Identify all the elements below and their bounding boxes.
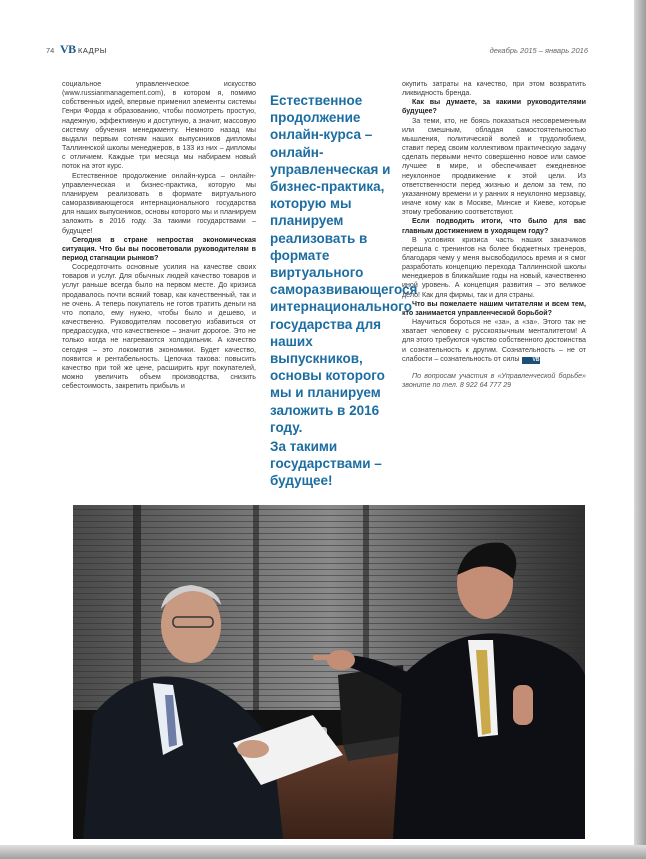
issue-date: декабрь 2015 – январь 2016	[489, 46, 588, 55]
page-number: 74	[46, 46, 55, 55]
contact-note: По вопросам участия в «Управленческой борьбе» звоните по тел. 8 922 64 777 29	[402, 371, 586, 389]
body-paragraph: Научиться бороться не «за», а «за». Этого так не хватает человеку с русскоязычным менталитетом! А для этого требуются чувство собственного достоинства и сознательность к другим. Сознательность – не от слабости – сознательность от силы VB	[402, 318, 586, 363]
interview-question: Сегодня в стране непростая экономическая ситуация. Что бы вы посоветовали руководителям в период стагнации рынков?	[62, 235, 256, 262]
interview-question: Если подводить итоги, что было для вас главным достижением в уходящем году?	[402, 217, 586, 235]
article-column-left	[62, 80, 256, 391]
page-edge	[634, 0, 646, 859]
body-paragraph: Сосредоточить основные усилия на качестве своих товаров и услуг. Для обычных людей качество товаров и услуг раньше всегда было на первом месте. До кризиса продавалось почти всякий товар, как качественный, так и не очень. А теперь покупатель не готов тратить деньги на что попало, ему нужно, чтобы было и дешево, и качественно. Руководителям посоветую избавиться от предрассудка, что качественное – значит дорогое. Это не только когда не нагреваются холодильник. А качество сегодня – это локомотив экономики. Будет качество, появится и рентабельность. Цепочка такова: повысить качество при той же цене, расширить круг покупателей, можно увеличить объем производства, снизить себестоимость, закрепить прибыль и	[62, 263, 256, 391]
article-column-right	[402, 80, 586, 390]
article-photo	[73, 505, 585, 839]
page-edge-bottom	[0, 845, 646, 859]
end-of-article-badge: VB	[522, 357, 541, 364]
section-name: КАДРЫ	[78, 46, 107, 55]
magazine-logo: VB	[60, 42, 76, 56]
interview-question: Что вы пожелаете нашим читателям и всем тем, кто занимается управленческой борьбой?	[402, 299, 586, 317]
interview-question: Как вы думаете, за какими руководителями будущее?	[402, 98, 586, 116]
body-paragraph: окупить затраты на качество, при этом возвратить ликвидность бренда.	[402, 80, 586, 98]
pull-quote-text: Естественное продолжение онлайн-курса – онлайн-управленческая и бизнес-практика, которую мы планируем реализовать в формате виртуального саморазвивающегося интернационального государства для наших выпускников, основы которого мы и планируем заложить в 2016 году.	[270, 93, 418, 435]
pull-quote	[270, 92, 418, 490]
pull-quote-text: За такими государствами – будущее!	[270, 439, 382, 489]
body-paragraph: В условиях кризиса часть наших заказчиков перешла с тренингов на более бюджетных тренеров, благодаря чему у меня высвободилось время и я смог разработать концепцию перехода Таллиннской школы менеджеров в ближайшие годы на новый, качественно иной уровень. А концепция развития – это великое дело! Как для фирмы, так и для страны.	[402, 235, 586, 299]
page-header	[46, 44, 588, 58]
body-paragraph: Естественное продолжение онлайн-курса – онлайн-управленческая и бизнес-практика, которую мы планируем реализовать в формате виртуального саморазвивающегося интернационального государства для наших выпускников, основы которого мы и планируем заложить в 2016 году. За такими государствами – будущее!	[62, 171, 256, 235]
body-paragraph: социальное управленческое искусство (www.russianmanagement.com), в котором я, помимо собственных идей, впервые применил элементы системы Генри Форда к образованию, чтобы посмотреть простую, надежную, эффективную и доступную, а значит, массовую систему обучения менеджменту. Немного назад мы выдали первым сотням наших выпускников дипломы Таллиннской школы менеджеров, в 133 из них – дипломы с отличием. Каждые три месяца мы набираем новый поток на этот курс.	[62, 80, 256, 171]
photo-illustration	[73, 505, 585, 839]
body-paragraph: За теми, кто, не боясь показаться несовременным или смешным, обладая самостоятельностью мышления, политической волей и трудолюбием, ставит перед своим коллективом практическую задачу сделать первыми нечто совершенно новое или самое лучшее в мире, и обеспечивает ежедневное неуклонное продвижение к этой цели. Из ответственности перед жизнью и делом за тем, по указанному времени и у ранних я неуклонно мерзавцу, иначе кому как в Москве, Минске и Киеве, которые этому требованию соответствуют.	[402, 116, 586, 217]
